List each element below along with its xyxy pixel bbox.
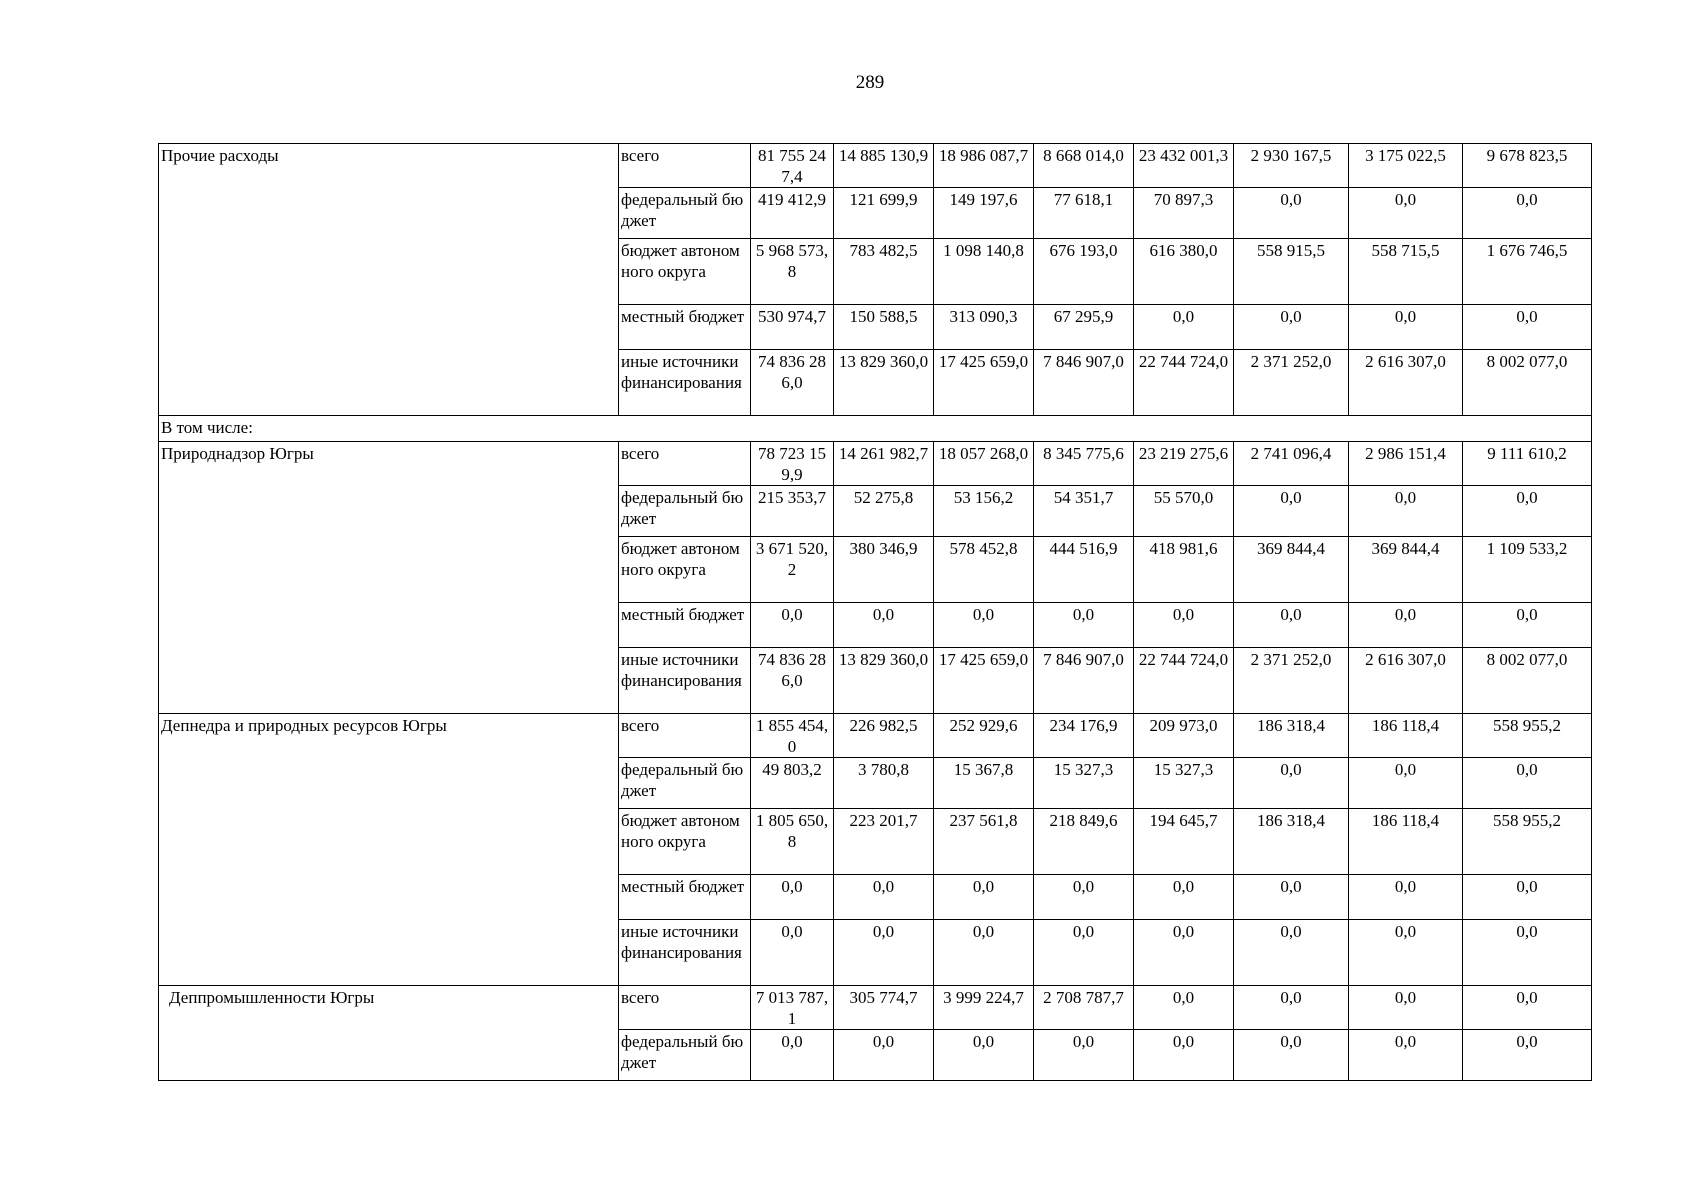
value-cell: 23 219 275,6 [1134,442,1234,486]
value-cell: 150 588,5 [834,305,934,350]
value-cell: 22 744 724,0 [1134,648,1234,714]
value-cell: 558 955,2 [1463,809,1592,875]
value-cell: 0,0 [1463,920,1592,986]
value-cell: 0,0 [934,603,1034,648]
value-cell: 0,0 [1463,1030,1592,1081]
value-cell: 5 968 573,8 [751,239,834,305]
value-cell: 209 973,0 [1134,714,1234,758]
value-cell: 74 836 286,0 [751,350,834,416]
table-row [159,442,1592,486]
value-cell: 53 156,2 [934,486,1034,537]
funding-source-cell: местный бюджет [619,603,751,648]
value-cell: 2 930 167,5 [1234,144,1349,188]
value-cell: 223 201,7 [834,809,934,875]
value-cell: 226 982,5 [834,714,934,758]
value-cell: 0,0 [1349,758,1463,809]
value-cell: 419 412,9 [751,188,834,239]
value-cell: 558 915,5 [1234,239,1349,305]
value-cell: 149 197,6 [934,188,1034,239]
value-cell: 0,0 [1034,1030,1134,1081]
value-cell: 54 351,7 [1034,486,1134,537]
value-cell: 369 844,4 [1349,537,1463,603]
value-cell: 0,0 [834,603,934,648]
value-cell: 0,0 [1349,986,1463,1030]
value-cell: 578 452,8 [934,537,1034,603]
funding-source-cell: всего [619,986,751,1030]
value-cell: 14 261 982,7 [834,442,934,486]
value-cell: 0,0 [1134,603,1234,648]
value-cell: 0,0 [1234,758,1349,809]
value-cell: 0,0 [1134,875,1234,920]
funding-source-cell: местный бюджет [619,875,751,920]
value-cell: 194 645,7 [1134,809,1234,875]
value-cell: 8 002 077,0 [1463,350,1592,416]
value-cell: 9 111 610,2 [1463,442,1592,486]
value-cell: 0,0 [1349,188,1463,239]
value-cell: 3 175 022,5 [1349,144,1463,188]
value-cell: 186 318,4 [1234,714,1349,758]
value-cell: 0,0 [1463,603,1592,648]
value-cell: 8 668 014,0 [1034,144,1134,188]
value-cell: 2 616 307,0 [1349,648,1463,714]
value-cell: 8 002 077,0 [1463,648,1592,714]
value-cell: 1 805 650,8 [751,809,834,875]
value-cell: 0,0 [1234,875,1349,920]
value-cell: 2 371 252,0 [1234,648,1349,714]
value-cell: 558 715,5 [1349,239,1463,305]
value-cell: 0,0 [834,875,934,920]
value-cell: 0,0 [934,1030,1034,1081]
value-cell: 1 098 140,8 [934,239,1034,305]
value-cell: 15 327,3 [1034,758,1134,809]
value-cell: 530 974,7 [751,305,834,350]
value-cell: 74 836 286,0 [751,648,834,714]
table-row [159,714,1592,758]
value-cell: 0,0 [1463,305,1592,350]
table-body [159,144,1592,1081]
value-cell: 0,0 [834,920,934,986]
funding-source-cell: иные источники финансирования [619,648,751,714]
value-cell: 783 482,5 [834,239,934,305]
group-name-cell: Деппромышленности Югры [159,986,619,1081]
funding-source-cell: федеральный бюджет [619,188,751,239]
value-cell: 0,0 [1349,305,1463,350]
value-cell: 0,0 [934,920,1034,986]
value-cell: 70 897,3 [1134,188,1234,239]
value-cell: 0,0 [1234,920,1349,986]
table-row [159,144,1592,188]
value-cell: 7 846 907,0 [1034,648,1134,714]
value-cell: 676 193,0 [1034,239,1134,305]
value-cell: 0,0 [1349,486,1463,537]
value-cell: 0,0 [1463,486,1592,537]
value-cell: 0,0 [1234,486,1349,537]
value-cell: 0,0 [1234,188,1349,239]
value-cell: 0,0 [1034,875,1134,920]
value-cell: 18 057 268,0 [934,442,1034,486]
value-cell: 2 708 787,7 [1034,986,1134,1030]
value-cell: 0,0 [751,875,834,920]
funding-source-cell: иные источники финансирования [619,350,751,416]
value-cell: 1 855 454,0 [751,714,834,758]
value-cell: 1 676 746,5 [1463,239,1592,305]
value-cell: 0,0 [1234,1030,1349,1081]
value-cell: 2 741 096,4 [1234,442,1349,486]
value-cell: 0,0 [1463,875,1592,920]
value-cell: 2 371 252,0 [1234,350,1349,416]
group-name-cell: Прочие расходы [159,144,619,416]
value-cell: 0,0 [1134,305,1234,350]
value-cell: 0,0 [1463,758,1592,809]
funding-source-cell: всего [619,442,751,486]
value-cell: 313 090,3 [934,305,1034,350]
value-cell: 78 723 159,9 [751,442,834,486]
value-cell: 0,0 [1034,603,1134,648]
funding-source-cell: всего [619,714,751,758]
value-cell: 0,0 [1234,603,1349,648]
value-cell: 121 699,9 [834,188,934,239]
value-cell: 0,0 [1463,986,1592,1030]
value-cell: 215 353,7 [751,486,834,537]
value-cell: 558 955,2 [1463,714,1592,758]
page-number: 289 [855,72,885,93]
value-cell: 18 986 087,7 [934,144,1034,188]
value-cell: 0,0 [1349,920,1463,986]
value-cell: 0,0 [1349,603,1463,648]
funding-source-cell: федеральный бюджет [619,1030,751,1081]
value-cell: 15 367,8 [934,758,1034,809]
value-cell: 17 425 659,0 [934,350,1034,416]
value-cell: 252 929,6 [934,714,1034,758]
value-cell: 81 755 247,4 [751,144,834,188]
value-cell: 7 846 907,0 [1034,350,1134,416]
funding-source-cell: местный бюджет [619,305,751,350]
value-cell: 0,0 [834,1030,934,1081]
funding-source-cell: бюджет автономного округа [619,809,751,875]
value-cell: 15 327,3 [1134,758,1234,809]
value-cell: 186 318,4 [1234,809,1349,875]
value-cell: 218 849,6 [1034,809,1134,875]
value-cell: 0,0 [751,603,834,648]
value-cell: 8 345 775,6 [1034,442,1134,486]
section-label-row [159,416,1592,442]
value-cell: 0,0 [1034,920,1134,986]
value-cell: 13 829 360,0 [834,648,934,714]
value-cell: 17 425 659,0 [934,648,1034,714]
group-name-cell: Депнедра и природных ресурсов Югры [159,714,619,986]
value-cell: 305 774,7 [834,986,934,1030]
value-cell: 418 981,6 [1134,537,1234,603]
value-cell: 0,0 [1349,1030,1463,1081]
value-cell: 22 744 724,0 [1134,350,1234,416]
value-cell: 0,0 [751,920,834,986]
value-cell: 237 561,8 [934,809,1034,875]
value-cell: 3 999 224,7 [934,986,1034,1030]
value-cell: 0,0 [1134,920,1234,986]
value-cell: 0,0 [1463,188,1592,239]
value-cell: 67 295,9 [1034,305,1134,350]
funding-source-cell: бюджет автономного округа [619,239,751,305]
value-cell: 0,0 [1134,1030,1234,1081]
value-cell: 444 516,9 [1034,537,1134,603]
group-name-cell: Природнадзор Югры [159,442,619,714]
value-cell: 380 346,9 [834,537,934,603]
value-cell: 77 618,1 [1034,188,1134,239]
value-cell: 0,0 [1134,986,1234,1030]
value-cell: 49 803,2 [751,758,834,809]
value-cell: 369 844,4 [1234,537,1349,603]
value-cell: 13 829 360,0 [834,350,934,416]
value-cell: 0,0 [1349,875,1463,920]
value-cell: 14 885 130,9 [834,144,934,188]
value-cell: 7 013 787,1 [751,986,834,1030]
value-cell: 2 616 307,0 [1349,350,1463,416]
value-cell: 3 780,8 [834,758,934,809]
value-cell: 1 109 533,2 [1463,537,1592,603]
value-cell: 52 275,8 [834,486,934,537]
funding-source-cell: бюджет автономного округа [619,537,751,603]
section-label: В том числе: [159,416,1592,442]
value-cell: 2 986 151,4 [1349,442,1463,486]
table-row [159,986,1592,1030]
value-cell: 0,0 [1234,305,1349,350]
value-cell: 0,0 [934,875,1034,920]
value-cell: 234 176,9 [1034,714,1134,758]
value-cell: 186 118,4 [1349,809,1463,875]
value-cell: 186 118,4 [1349,714,1463,758]
budget-table [158,143,1592,1081]
funding-source-cell: иные источники финансирования [619,920,751,986]
value-cell: 23 432 001,3 [1134,144,1234,188]
value-cell: 9 678 823,5 [1463,144,1592,188]
value-cell: 0,0 [751,1030,834,1081]
funding-source-cell: всего [619,144,751,188]
value-cell: 616 380,0 [1134,239,1234,305]
value-cell: 55 570,0 [1134,486,1234,537]
funding-source-cell: федеральный бюджет [619,486,751,537]
funding-source-cell: федеральный бюджет [619,758,751,809]
value-cell: 3 671 520,2 [751,537,834,603]
value-cell: 0,0 [1234,986,1349,1030]
